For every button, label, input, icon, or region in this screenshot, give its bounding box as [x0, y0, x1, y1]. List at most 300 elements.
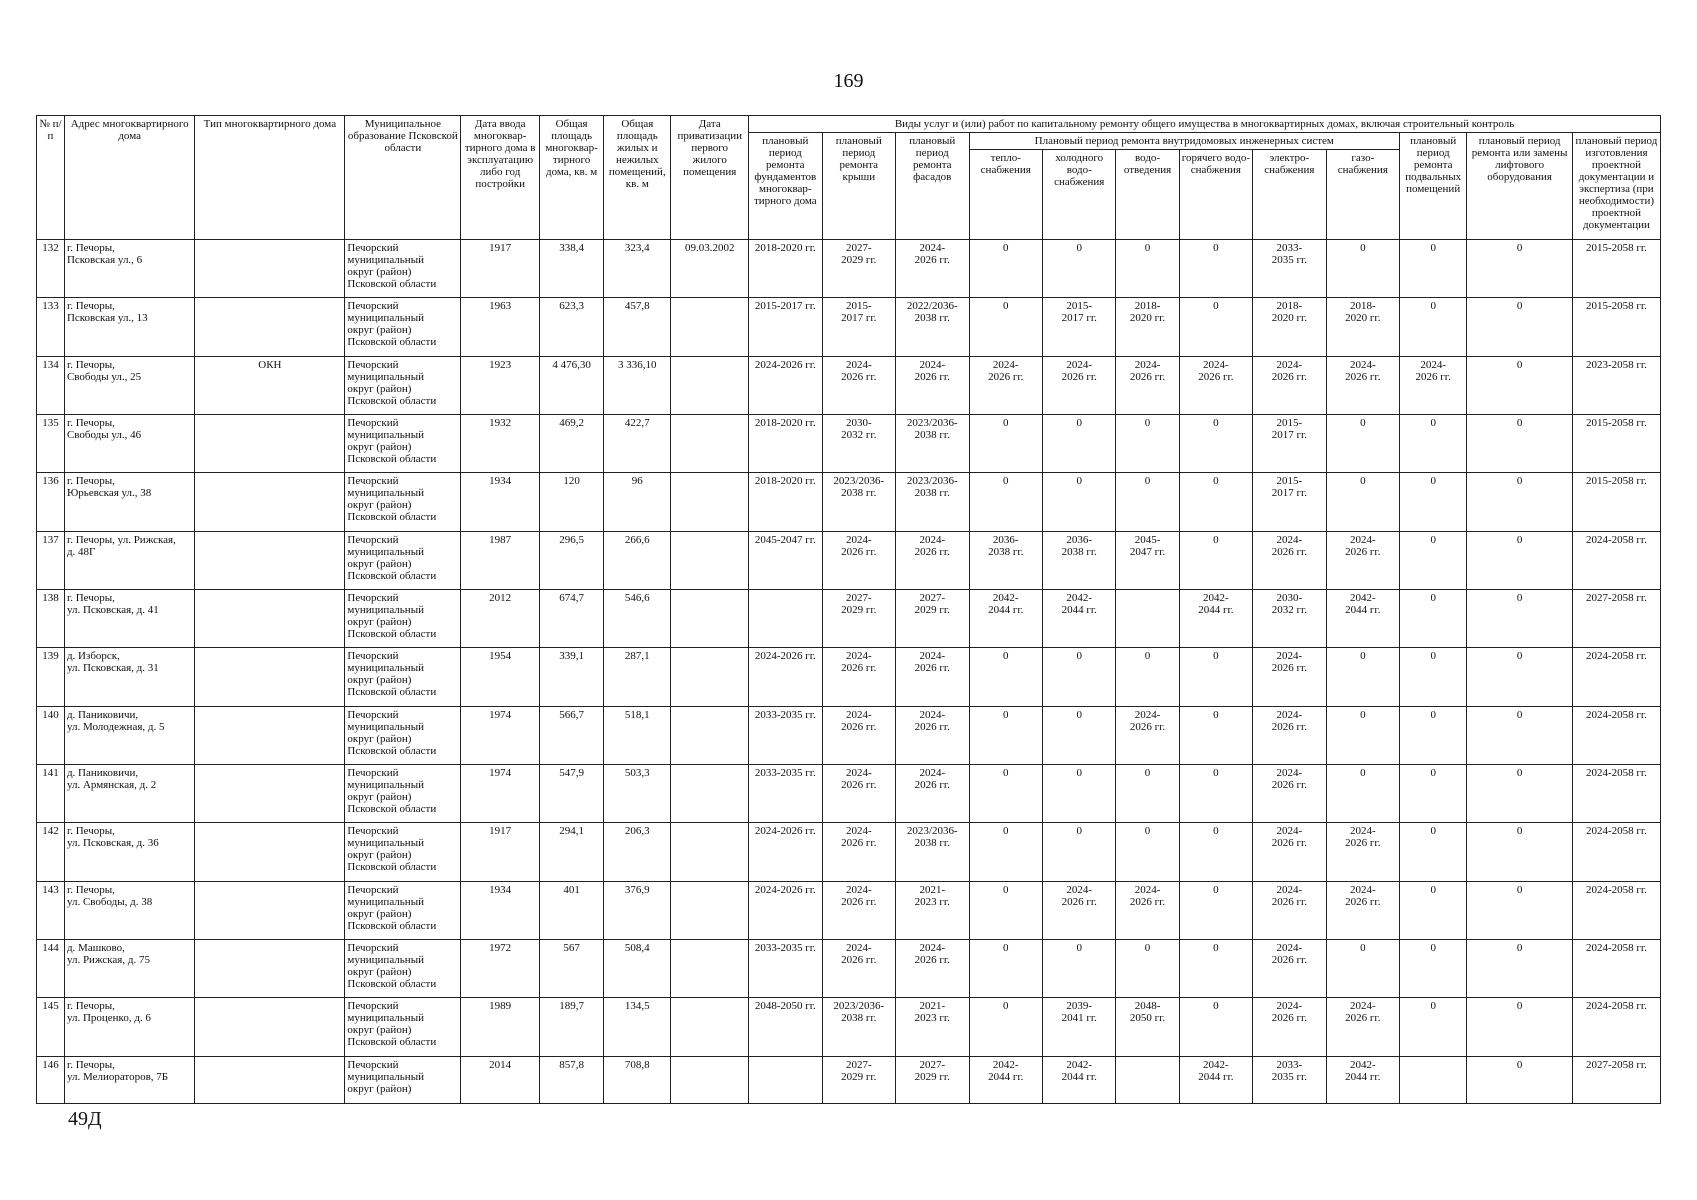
cell-hot-water: 0 — [1179, 706, 1252, 764]
cell-cold-water: 0 — [1043, 648, 1116, 706]
cell-basement — [1400, 1056, 1467, 1103]
page-number: 169 — [833, 70, 864, 92]
cell-gas: 0 — [1326, 473, 1399, 531]
header-heat: тепло-снабжения — [969, 150, 1042, 240]
cell-facade: 2022/2036- 2038 гг. — [896, 298, 969, 356]
cell-electric: 2024- 2026 гг. — [1253, 706, 1326, 764]
header-electric: электро-снабжения — [1253, 150, 1326, 240]
cell-electric: 2024- 2026 гг. — [1253, 765, 1326, 823]
cell-commission-date: 1917 — [461, 240, 540, 298]
cell-privatization-date — [671, 881, 749, 939]
cell-cold-water: 2039- 2041 гг. — [1043, 998, 1116, 1056]
cell-design-docs: 2024-2058 гг. — [1572, 881, 1660, 939]
cell-type — [195, 1056, 345, 1103]
cell-basement: 0 — [1400, 531, 1467, 589]
cell-commission-date: 2014 — [461, 1056, 540, 1103]
cell-municipality: Печорский муниципальный округ (район) Псковской области — [345, 356, 461, 414]
cell-design-docs: 2015-2058 гг. — [1572, 473, 1660, 531]
cell-living-area: 508,4 — [604, 940, 671, 998]
table-row — [37, 1056, 1661, 1103]
cell-roof: 2024- 2026 гг. — [822, 531, 895, 589]
cell-foundation: 2018-2020 гг. — [749, 240, 822, 298]
cell-living-area: 96 — [604, 473, 671, 531]
cell-municipality: Печорский муниципальный округ (район) — [345, 1056, 461, 1103]
cell-type — [195, 706, 345, 764]
cell-facade: 2024- 2026 гг. — [896, 765, 969, 823]
table-row — [37, 473, 1661, 531]
cell-num: 144 — [37, 940, 65, 998]
cell-commission-date: 1934 — [461, 881, 540, 939]
cell-living-area: 708,8 — [604, 1056, 671, 1103]
cell-total-area: 674,7 — [540, 590, 604, 648]
cell-address: г. Печоры, ул. Мелиораторов, 7Б — [64, 1056, 194, 1103]
cell-design-docs: 2024-2058 гг. — [1572, 940, 1660, 998]
cell-commission-date: 1972 — [461, 940, 540, 998]
cell-elevator: 0 — [1467, 998, 1573, 1056]
cell-basement: 0 — [1400, 240, 1467, 298]
cell-commission-date: 1963 — [461, 298, 540, 356]
cell-living-area: 206,3 — [604, 823, 671, 881]
cell-address: г. Печоры, Свободы ул., 25 — [64, 356, 194, 414]
cell-foundation — [749, 1056, 822, 1103]
cell-hot-water: 0 — [1179, 473, 1252, 531]
cell-total-area: 547,9 — [540, 765, 604, 823]
cell-facade: 2021- 2023 гг. — [896, 881, 969, 939]
cell-sewer: 2048- 2050 гг. — [1116, 998, 1179, 1056]
cell-elevator: 0 — [1467, 240, 1573, 298]
cell-design-docs: 2015-2058 гг. — [1572, 298, 1660, 356]
cell-type — [195, 298, 345, 356]
cell-privatization-date — [671, 940, 749, 998]
cell-elevator: 0 — [1467, 823, 1573, 881]
cell-electric: 2024- 2026 гг. — [1253, 356, 1326, 414]
header-address: Адрес многоквартирного дома — [64, 116, 194, 240]
cell-roof: 2024- 2026 гг. — [822, 823, 895, 881]
cell-hot-water: 0 — [1179, 823, 1252, 881]
cell-sewer: 2018- 2020 гг. — [1116, 298, 1179, 356]
cell-elevator: 0 — [1467, 881, 1573, 939]
cell-design-docs: 2024-2058 гг. — [1572, 706, 1660, 764]
cell-basement: 0 — [1400, 590, 1467, 648]
cell-design-docs: 2024-2058 гг. — [1572, 765, 1660, 823]
table-row — [37, 356, 1661, 414]
cell-num: 139 — [37, 648, 65, 706]
cell-total-area: 857,8 — [540, 1056, 604, 1103]
cell-type — [195, 940, 345, 998]
cell-num: 142 — [37, 823, 65, 881]
cell-roof: 2027- 2029 гг. — [822, 1056, 895, 1103]
cell-municipality: Печорский муниципальный округ (район) Псковской области — [345, 940, 461, 998]
cell-sewer: 0 — [1116, 823, 1179, 881]
cell-type — [195, 415, 345, 473]
cell-address: д. Изборск, ул. Псковская, д. 31 — [64, 648, 194, 706]
header-cold-water: холодного водо-снабжения — [1043, 150, 1116, 240]
cell-gas: 0 — [1326, 240, 1399, 298]
cell-sewer: 2024- 2026 гг. — [1116, 706, 1179, 764]
cell-sewer: 0 — [1116, 648, 1179, 706]
cell-electric: 2024- 2026 гг. — [1253, 940, 1326, 998]
cell-heat: 0 — [969, 881, 1042, 939]
header-elevator: плановый период ремонта или замены лифтового оборудования — [1467, 133, 1573, 240]
cell-heat: 0 — [969, 823, 1042, 881]
cell-address: д. Паниковичи, ул. Армянская, д. 2 — [64, 765, 194, 823]
table-row — [37, 940, 1661, 998]
cell-municipality: Печорский муниципальный округ (район) Псковской области — [345, 648, 461, 706]
cell-num: 141 — [37, 765, 65, 823]
cell-living-area: 134,5 — [604, 998, 671, 1056]
header-privatization-date: Дата приватизации первого жилого помещения — [671, 116, 749, 240]
cell-heat: 0 — [969, 415, 1042, 473]
cell-commission-date: 1987 — [461, 531, 540, 589]
cell-num: 135 — [37, 415, 65, 473]
header-commission-date: Дата ввода многоквар-тирного дома в эксплуатацию либо год постройки — [461, 116, 540, 240]
cell-living-area: 422,7 — [604, 415, 671, 473]
cell-elevator: 0 — [1467, 765, 1573, 823]
table-row — [37, 240, 1661, 298]
cell-foundation: 2024-2026 гг. — [749, 648, 822, 706]
cell-type — [195, 648, 345, 706]
cell-cold-water: 0 — [1043, 823, 1116, 881]
cell-gas: 2018- 2020 гг. — [1326, 298, 1399, 356]
cell-type — [195, 823, 345, 881]
table-row — [37, 998, 1661, 1056]
cell-facade: 2027- 2029 гг. — [896, 590, 969, 648]
capital-repair-table — [36, 115, 1661, 1104]
cell-roof: 2023/2036- 2038 гг. — [822, 473, 895, 531]
cell-commission-date: 1923 — [461, 356, 540, 414]
cell-basement: 2024- 2026 гг. — [1400, 356, 1467, 414]
cell-living-area: 457,8 — [604, 298, 671, 356]
cell-basement: 0 — [1400, 473, 1467, 531]
cell-elevator: 0 — [1467, 590, 1573, 648]
cell-privatization-date — [671, 590, 749, 648]
cell-municipality: Печорский муниципальный округ (район) Псковской области — [345, 415, 461, 473]
cell-elevator: 0 — [1467, 706, 1573, 764]
cell-electric: 2033- 2035 гг. — [1253, 240, 1326, 298]
cell-gas: 2042- 2044 гг. — [1326, 1056, 1399, 1103]
cell-roof: 2030- 2032 гг. — [822, 415, 895, 473]
cell-gas: 0 — [1326, 415, 1399, 473]
cell-roof: 2023/2036- 2038 гг. — [822, 998, 895, 1056]
header-municipality: Муниципальное образование Псковской области — [345, 116, 461, 240]
cell-total-area: 339,1 — [540, 648, 604, 706]
cell-hot-water: 0 — [1179, 765, 1252, 823]
cell-privatization-date — [671, 1056, 749, 1103]
cell-cold-water: 0 — [1043, 940, 1116, 998]
cell-num: 136 — [37, 473, 65, 531]
cell-roof: 2024- 2026 гг. — [822, 356, 895, 414]
table-row — [37, 648, 1661, 706]
cell-design-docs: 2015-2058 гг. — [1572, 415, 1660, 473]
cell-elevator: 0 — [1467, 356, 1573, 414]
table-body — [37, 240, 1661, 1104]
cell-commission-date: 1917 — [461, 823, 540, 881]
cell-type: ОКН — [195, 356, 345, 414]
cell-heat: 0 — [969, 298, 1042, 356]
cell-foundation: 2033-2035 гг. — [749, 765, 822, 823]
cell-hot-water: 0 — [1179, 940, 1252, 998]
cell-privatization-date — [671, 298, 749, 356]
cell-municipality: Печорский муниципальный округ (район) Псковской области — [345, 240, 461, 298]
cell-elevator: 0 — [1467, 473, 1573, 531]
header-type: Тип многоквартирного дома — [195, 116, 345, 240]
cell-total-area: 338,4 — [540, 240, 604, 298]
cell-design-docs: 2027-2058 гг. — [1572, 590, 1660, 648]
cell-foundation — [749, 590, 822, 648]
cell-design-docs: 2024-2058 гг. — [1572, 531, 1660, 589]
cell-address: г. Печоры, Юрьевская ул., 38 — [64, 473, 194, 531]
cell-cold-water: 0 — [1043, 240, 1116, 298]
cell-hot-water: 2042- 2044 гг. — [1179, 1056, 1252, 1103]
cell-sewer: 0 — [1116, 765, 1179, 823]
cell-commission-date: 2012 — [461, 590, 540, 648]
cell-type — [195, 531, 345, 589]
cell-heat: 2024- 2026 гг. — [969, 356, 1042, 414]
header-total-area: Общая площадь многоквар-тирного дома, кв. м — [540, 116, 604, 240]
cell-gas: 0 — [1326, 940, 1399, 998]
cell-electric: 2033- 2035 гг. — [1253, 1056, 1326, 1103]
cell-cold-water: 2036- 2038 гг. — [1043, 531, 1116, 589]
cell-heat: 2036- 2038 гг. — [969, 531, 1042, 589]
cell-roof: 2024- 2026 гг. — [822, 940, 895, 998]
header-hot-water: горячего водо-снабжения — [1179, 150, 1252, 240]
cell-gas: 0 — [1326, 648, 1399, 706]
cell-facade: 2024- 2026 гг. — [896, 531, 969, 589]
cell-gas: 2024- 2026 гг. — [1326, 823, 1399, 881]
cell-roof: 2024- 2026 гг. — [822, 765, 895, 823]
cell-basement: 0 — [1400, 415, 1467, 473]
cell-electric: 2024- 2026 гг. — [1253, 648, 1326, 706]
cell-total-area: 401 — [540, 881, 604, 939]
cell-heat: 0 — [969, 998, 1042, 1056]
cell-municipality: Печорский муниципальный округ (район) Псковской области — [345, 881, 461, 939]
cell-hot-water: 0 — [1179, 240, 1252, 298]
cell-commission-date: 1974 — [461, 706, 540, 764]
cell-facade: 2027- 2029 гг. — [896, 1056, 969, 1103]
cell-type — [195, 881, 345, 939]
cell-hot-water: 0 — [1179, 881, 1252, 939]
cell-hot-water: 0 — [1179, 531, 1252, 589]
cell-total-area: 469,2 — [540, 415, 604, 473]
cell-hot-water: 0 — [1179, 998, 1252, 1056]
cell-hot-water: 2024- 2026 гг. — [1179, 356, 1252, 414]
footer-code: 49Д — [68, 1108, 102, 1130]
cell-sewer: 2024- 2026 гг. — [1116, 356, 1179, 414]
cell-municipality: Печорский муниципальный округ (район) Псковской области — [345, 590, 461, 648]
cell-gas: 2024- 2026 гг. — [1326, 531, 1399, 589]
cell-elevator: 0 — [1467, 1056, 1573, 1103]
cell-cold-water: 0 — [1043, 415, 1116, 473]
cell-basement: 0 — [1400, 881, 1467, 939]
cell-living-area: 287,1 — [604, 648, 671, 706]
header-living-area: Общая площадь жилых и нежилых помещений, кв. м — [604, 116, 671, 240]
cell-foundation: 2024-2026 гг. — [749, 823, 822, 881]
table-row — [37, 881, 1661, 939]
cell-address: г. Печоры, Свободы ул., 46 — [64, 415, 194, 473]
cell-type — [195, 473, 345, 531]
cell-sewer: 2045- 2047 гг. — [1116, 531, 1179, 589]
header-works-group: Виды услуг и (или) работ по капитальному ремонту общего имущества в многоквартирных домах, включая строительный контроль — [749, 116, 1661, 133]
cell-basement: 0 — [1400, 648, 1467, 706]
cell-num: 138 — [37, 590, 65, 648]
cell-basement: 0 — [1400, 940, 1467, 998]
table-row — [37, 823, 1661, 881]
table-row — [37, 415, 1661, 473]
header-roof: плановый период ремонта крыши — [822, 133, 895, 240]
cell-sewer: 0 — [1116, 415, 1179, 473]
cell-roof: 2024- 2026 гг. — [822, 706, 895, 764]
cell-facade: 2024- 2026 гг. — [896, 648, 969, 706]
cell-sewer — [1116, 1056, 1179, 1103]
cell-address: г. Печоры, Псковская ул., 13 — [64, 298, 194, 356]
table-row — [37, 298, 1661, 356]
cell-num: 143 — [37, 881, 65, 939]
table-row — [37, 590, 1661, 648]
cell-facade: 2023/2036- 2038 гг. — [896, 823, 969, 881]
cell-design-docs: 2024-2058 гг. — [1572, 998, 1660, 1056]
cell-elevator: 0 — [1467, 415, 1573, 473]
cell-total-area: 4 476,30 — [540, 356, 604, 414]
cell-electric: 2024- 2026 гг. — [1253, 998, 1326, 1056]
cell-design-docs: 2024-2058 гг. — [1572, 823, 1660, 881]
cell-type — [195, 998, 345, 1056]
cell-total-area: 120 — [540, 473, 604, 531]
cell-municipality: Печорский муниципальный округ (район) Псковской области — [345, 998, 461, 1056]
cell-hot-water: 0 — [1179, 648, 1252, 706]
cell-elevator: 0 — [1467, 648, 1573, 706]
cell-foundation: 2033-2035 гг. — [749, 706, 822, 764]
cell-municipality: Печорский муниципальный округ (район) Псковской области — [345, 298, 461, 356]
cell-heat: 2042- 2044 гг. — [969, 1056, 1042, 1103]
cell-address: г. Печоры, ул. Свободы, д. 38 — [64, 881, 194, 939]
cell-basement: 0 — [1400, 765, 1467, 823]
cell-privatization-date — [671, 531, 749, 589]
cell-cold-water: 2015- 2017 гг. — [1043, 298, 1116, 356]
cell-electric: 2024- 2026 гг. — [1253, 531, 1326, 589]
cell-address: г. Печоры, ул. Проценко, д. 6 — [64, 998, 194, 1056]
cell-commission-date: 1932 — [461, 415, 540, 473]
cell-heat: 0 — [969, 765, 1042, 823]
cell-type — [195, 765, 345, 823]
cell-electric: 2024- 2026 гг. — [1253, 881, 1326, 939]
header-num: № п/п — [37, 116, 65, 240]
cell-municipality: Печорский муниципальный округ (район) Псковской области — [345, 473, 461, 531]
cell-type — [195, 240, 345, 298]
cell-commission-date: 1989 — [461, 998, 540, 1056]
cell-cold-water: 2024- 2026 гг. — [1043, 356, 1116, 414]
cell-sewer: 0 — [1116, 940, 1179, 998]
cell-hot-water: 0 — [1179, 415, 1252, 473]
cell-gas: 2024- 2026 гг. — [1326, 881, 1399, 939]
cell-gas: 2042- 2044 гг. — [1326, 590, 1399, 648]
cell-cold-water: 0 — [1043, 706, 1116, 764]
cell-hot-water: 2042- 2044 гг. — [1179, 590, 1252, 648]
cell-foundation: 2033-2035 гг. — [749, 940, 822, 998]
cell-commission-date: 1974 — [461, 765, 540, 823]
cell-privatization-date: 09.03.2002 — [671, 240, 749, 298]
cell-electric: 2024- 2026 гг. — [1253, 823, 1326, 881]
cell-foundation: 2018-2020 гг. — [749, 473, 822, 531]
table-row — [37, 531, 1661, 589]
cell-total-area: 623,3 — [540, 298, 604, 356]
cell-total-area: 296,5 — [540, 531, 604, 589]
cell-total-area: 189,7 — [540, 998, 604, 1056]
cell-foundation: 2045-2047 гг. — [749, 531, 822, 589]
cell-foundation: 2018-2020 гг. — [749, 415, 822, 473]
cell-elevator: 0 — [1467, 298, 1573, 356]
header-design-docs: плановый период изготовления проектной документации и экспертиза (при необходимости) проектной документации — [1572, 133, 1660, 240]
cell-heat: 0 — [969, 473, 1042, 531]
cell-living-area: 3 336,10 — [604, 356, 671, 414]
header-basement: плановый период ремонта подвальных помещений — [1400, 133, 1467, 240]
cell-num: 132 — [37, 240, 65, 298]
cell-privatization-date — [671, 706, 749, 764]
cell-roof: 2015- 2017 гг. — [822, 298, 895, 356]
cell-facade: 2024- 2026 гг. — [896, 356, 969, 414]
cell-design-docs: 2024-2058 гг. — [1572, 648, 1660, 706]
cell-heat: 0 — [969, 648, 1042, 706]
cell-facade: 2024- 2026 гг. — [896, 940, 969, 998]
cell-privatization-date — [671, 765, 749, 823]
cell-num: 133 — [37, 298, 65, 356]
cell-privatization-date — [671, 823, 749, 881]
cell-heat: 0 — [969, 940, 1042, 998]
cell-facade: 2024- 2026 гг. — [896, 240, 969, 298]
header-facade: плановый период ремонта фасадов — [896, 133, 969, 240]
table-row — [37, 706, 1661, 764]
cell-sewer: 2024- 2026 гг. — [1116, 881, 1179, 939]
cell-living-area: 376,9 — [604, 881, 671, 939]
cell-basement: 0 — [1400, 823, 1467, 881]
cell-living-area: 546,6 — [604, 590, 671, 648]
cell-municipality: Печорский муниципальный округ (район) Псковской области — [345, 765, 461, 823]
header-engineering-group: Плановый период ремонта внутридомовых инженерных систем — [969, 133, 1400, 150]
cell-electric: 2015- 2017 гг. — [1253, 473, 1326, 531]
cell-roof: 2024- 2026 гг. — [822, 648, 895, 706]
cell-num: 137 — [37, 531, 65, 589]
cell-design-docs: 2027-2058 гг. — [1572, 1056, 1660, 1103]
cell-municipality: Печорский муниципальный округ (район) Псковской области — [345, 823, 461, 881]
cell-privatization-date — [671, 648, 749, 706]
header-sewer: водо-отведения — [1116, 150, 1179, 240]
cell-num: 146 — [37, 1056, 65, 1103]
cell-sewer: 0 — [1116, 240, 1179, 298]
cell-address: д. Машково, ул. Рижская, д. 75 — [64, 940, 194, 998]
cell-facade: 2024- 2026 гг. — [896, 706, 969, 764]
cell-heat: 2042- 2044 гг. — [969, 590, 1042, 648]
cell-total-area: 294,1 — [540, 823, 604, 881]
cell-foundation: 2048-2050 гг. — [749, 998, 822, 1056]
cell-commission-date: 1934 — [461, 473, 540, 531]
cell-privatization-date — [671, 356, 749, 414]
cell-total-area: 567 — [540, 940, 604, 998]
cell-gas: 2024- 2026 гг. — [1326, 998, 1399, 1056]
cell-design-docs: 2023-2058 гг. — [1572, 356, 1660, 414]
cell-num: 134 — [37, 356, 65, 414]
cell-cold-water: 0 — [1043, 473, 1116, 531]
cell-facade: 2023/2036- 2038 гг. — [896, 415, 969, 473]
cell-basement: 0 — [1400, 998, 1467, 1056]
cell-living-area: 266,6 — [604, 531, 671, 589]
cell-facade: 2021- 2023 гг. — [896, 998, 969, 1056]
cell-basement: 0 — [1400, 706, 1467, 764]
cell-sewer — [1116, 590, 1179, 648]
cell-type — [195, 590, 345, 648]
cell-roof: 2027- 2029 гг. — [822, 240, 895, 298]
cell-foundation: 2024-2026 гг. — [749, 356, 822, 414]
cell-facade: 2023/2036- 2038 гг. — [896, 473, 969, 531]
cell-electric: 2018- 2020 гг. — [1253, 298, 1326, 356]
